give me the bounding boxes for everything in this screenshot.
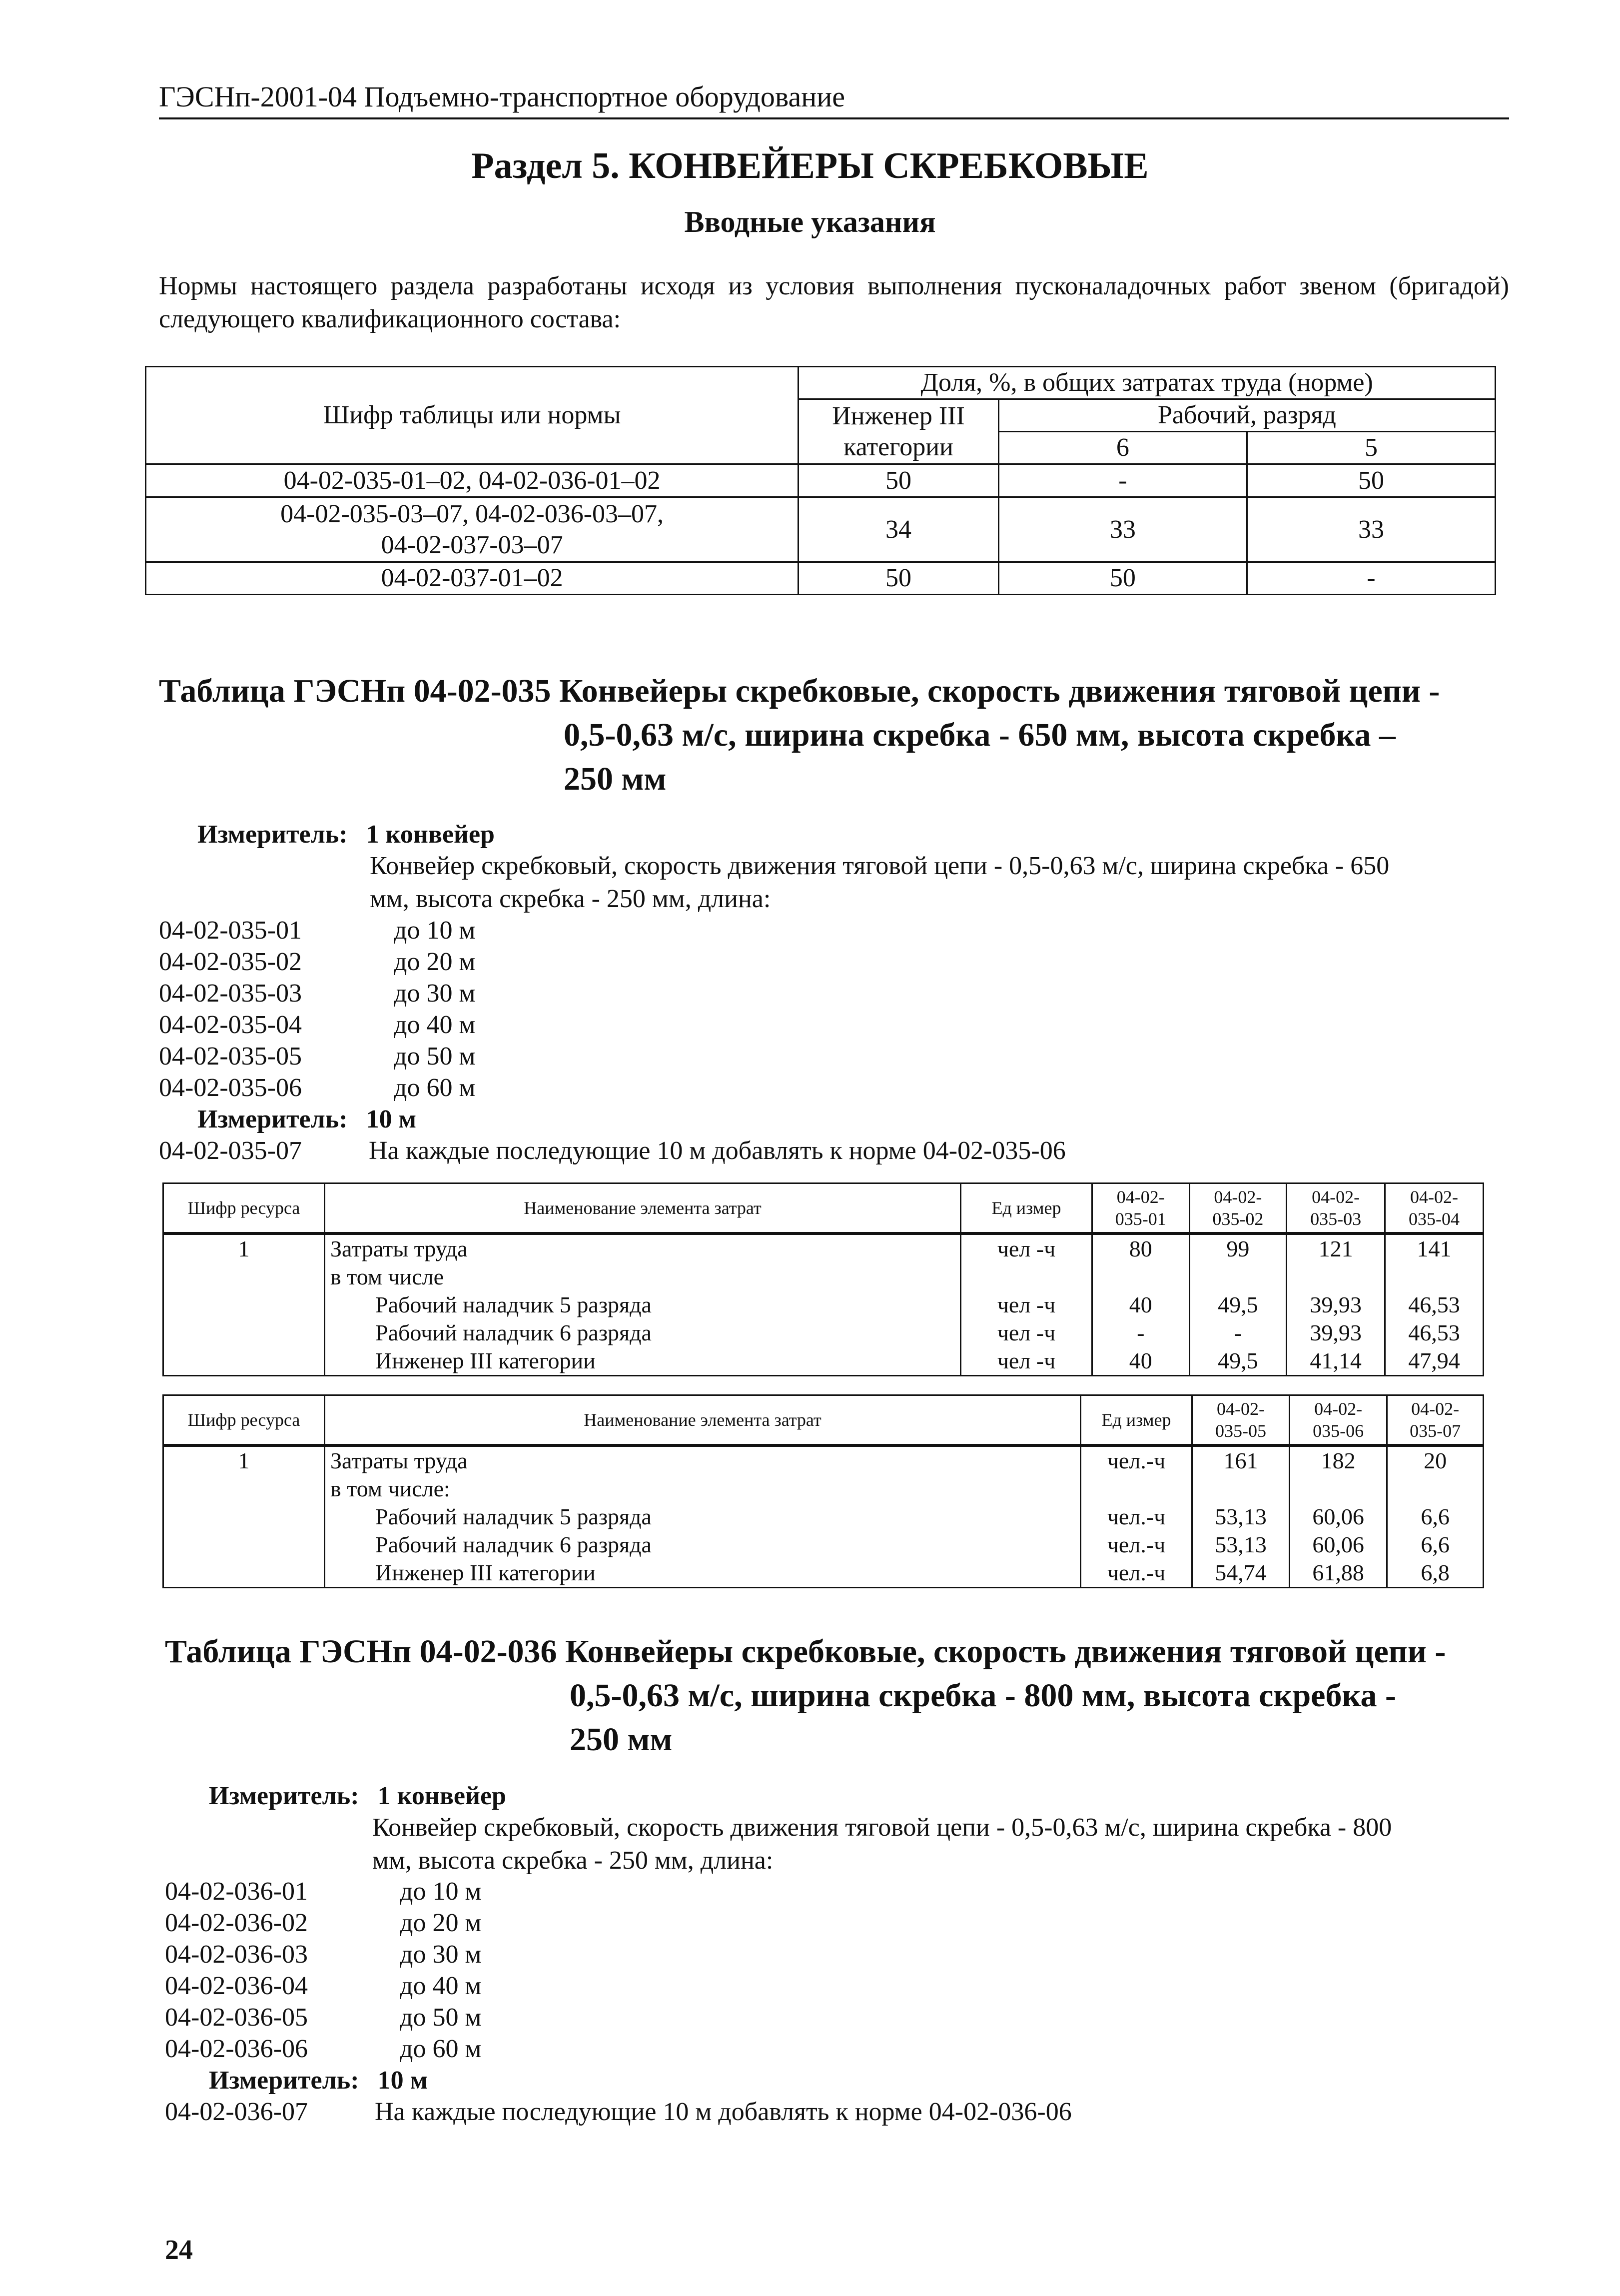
col-norm-line2: 035-04 [1409,1208,1460,1229]
cost-name: Инженер III категории [325,1559,1081,1588]
col-norm-line1: 04-02- [1312,1186,1360,1207]
section-title: Раздел 5. КОНВЕЙЕРЫ СКРЕБКОВЫЕ [471,145,1149,186]
meter-label: Измеритель: [209,2066,359,2095]
col-norm-line1: 04-02- [1116,1186,1165,1207]
cost-value: 60,06 [1290,1503,1387,1531]
cost-name: Рабочий наладчик 6 разряда [325,1531,1081,1559]
norm-code-row [165,1970,481,2002]
norm-code: 04-02-035-03 [159,979,302,1008]
table035-description-line1: Конвейер скребковый, скорость движения тяговой цепи - 0,5-0,63 м/с, ширина скребка - 650 [370,852,1390,880]
cost-unit: чел -ч [961,1319,1092,1347]
col-resource-code: Шифр ресурса [163,1395,325,1445]
cost-row [163,1233,1484,1263]
meter-label: Измеритель: [197,820,348,849]
table035-title-line2: 0,5-0,63 м/с, ширина скребка - 650 мм, высота скребка – [564,717,1396,753]
norm-code: 04-02-036-07 [165,2098,308,2126]
col-resource-code: Шифр ресурса [163,1183,325,1233]
crew-cell-g5: 33 [1247,497,1495,562]
col-norm [1189,1183,1287,1233]
norm-length: до 40 м [400,1972,482,2000]
norm-code-row [165,2033,481,2065]
extra-norm-row [165,2096,1072,2128]
meter-value: 10 м [366,1105,417,1134]
cost-value: 182 [1290,1445,1387,1475]
cost-value [1287,1263,1385,1291]
crew-cell-code-line2: 04-02-037-03–07 [381,530,563,559]
col-norm [1385,1183,1484,1233]
norm-length: до 30 м [400,1940,482,1969]
cost-value: 80 [1092,1233,1190,1263]
col-cost-name: Наименование элемента затрат [325,1183,961,1233]
norm-code-row [159,946,475,978]
norm-code-row [159,1009,475,1041]
norm-length: до 30 м [394,979,476,1008]
crew-col-share: Доля, %, в общих затратах труда (норме) [799,367,1496,399]
norm-code: 04-02-036-01 [165,1877,308,1906]
cost-value: 47,94 [1385,1347,1484,1376]
cost-value: 54,74 [1192,1559,1290,1588]
cost-unit: чел.-ч [1081,1531,1192,1559]
cost-value [1385,1263,1484,1291]
resource-code: 1 [163,1445,325,1588]
crew-cell-g5: 50 [1247,464,1495,497]
crew-col-code: Шифр таблицы или нормы [146,367,799,464]
cost-value: 141 [1385,1233,1484,1263]
crew-col-worker: Рабочий, разряд [998,399,1495,432]
cost-value: - [1189,1319,1287,1347]
cost-value: 49,5 [1189,1291,1287,1319]
col-norm [1287,1183,1385,1233]
col-norm-line1: 04-02- [1410,1186,1459,1207]
crew-row [146,497,1496,562]
col-norm-line2: 035-01 [1115,1208,1166,1229]
meter-value: 1 конвейер [377,1782,506,1810]
col-norm-line2: 035-06 [1313,1420,1364,1441]
col-norm [1192,1395,1290,1445]
cost-row [163,1263,1484,1291]
crew-table [145,366,1496,595]
cost-value: 121 [1287,1233,1385,1263]
crew-col-engineer-line2: категории [843,432,953,461]
crew-cell-g6: 50 [998,562,1247,595]
table035-description [370,850,1482,916]
cost-value: 6,8 [1387,1559,1484,1588]
cost-table-035-a [162,1182,1484,1376]
cost-unit: чел.-ч [1081,1503,1192,1531]
cost-value: 39,93 [1287,1291,1385,1319]
norm-code: 04-02-035-01 [159,916,302,945]
cost-value: 39,93 [1287,1319,1385,1347]
cost-value: 40 [1092,1347,1190,1376]
page-number: 24 [165,2235,193,2266]
col-norm-line1: 04-02- [1314,1398,1363,1419]
norm-length: до 50 м [394,1042,476,1071]
table036-description-line2: мм, высота скребка - 250 мм, длина: [372,1846,774,1875]
norm-length: до 10 м [394,916,476,945]
crew-row [146,464,1496,497]
cost-name: Рабочий наладчик 6 разряда [325,1319,961,1347]
cost-row [163,1503,1484,1531]
norm-code: 04-02-036-04 [165,1972,308,2000]
crew-cell-code: 04-02-035-01–02, 04-02-036-01–02 [146,464,799,497]
norm-code-row [159,978,475,1010]
table035-meter1 [197,819,495,851]
cost-value: 53,13 [1192,1531,1290,1559]
crew-col-engineer-line1: Инженер III [832,401,965,430]
intro-paragraph: Нормы настоящего раздела разработаны исходя из условия выполнения пусконаладочных работ звеном (бригадой) следующего квалификационного состава: [159,272,1509,333]
extra-norm-text: На каждые последующие 10 м добавлять к норме 04-02-035-06 [369,1137,1066,1165]
norm-code: 04-02-035-05 [159,1042,302,1071]
col-norm [1387,1395,1484,1445]
cost-row [163,1319,1484,1347]
col-norm [1290,1395,1387,1445]
cost-table-035-b [162,1394,1484,1588]
table035-title-line1: Таблица ГЭСНп 04-02-035 Конвейеры скребковые, скорость движения тяговой цепи - [159,673,1440,709]
norm-length: до 60 м [394,1074,476,1102]
table035-title-line3: 250 мм [564,761,667,797]
norm-code: 04-02-036-03 [165,1940,308,1969]
cost-value: 49,5 [1189,1347,1287,1376]
cost-value [1387,1475,1484,1503]
norm-code-row [159,1041,475,1073]
cost-value: 99 [1189,1233,1287,1263]
norm-code: 04-02-035-06 [159,1074,302,1102]
meter-value: 10 м [377,2066,428,2095]
cost-row [163,1475,1484,1503]
norm-length: до 20 м [394,948,476,976]
cost-name: Инженер III категории [325,1347,961,1376]
table036-title-line2: 0,5-0,63 м/с, ширина скребка - 800 мм, высота скребка - [570,1677,1396,1714]
cost-value: 46,53 [1385,1319,1484,1347]
col-norm-line1: 04-02- [1217,1398,1265,1419]
crew-cell-g5: - [1247,562,1495,595]
cost-unit: чел -ч [961,1291,1092,1319]
cost-name: в том числе [325,1263,961,1291]
cost-row [163,1559,1484,1588]
norm-code-row [165,1876,481,1908]
cost-value: 53,13 [1192,1503,1290,1531]
crew-cell-code [146,497,799,562]
cost-value: 40 [1092,1291,1190,1319]
norm-code: 04-02-036-06 [165,2035,308,2063]
norm-code: 04-02-036-02 [165,1909,308,1937]
resource-code: 1 [163,1233,325,1376]
extra-norm-text: На каждые последующие 10 м добавлять к норме 04-02-036-06 [375,2098,1072,2126]
cost-value: 61,88 [1290,1559,1387,1588]
cost-value: 6,6 [1387,1503,1484,1531]
table036-description [372,1811,1484,1877]
meter-value: 1 конвейер [366,820,495,849]
crew-cell-eng: 34 [799,497,999,562]
cost-value [1290,1475,1387,1503]
crew-cell-g6: - [998,464,1247,497]
cost-value: - [1092,1319,1190,1347]
cost-unit: чел.-ч [1081,1445,1192,1475]
norm-code: 04-02-035-07 [159,1137,302,1165]
cost-value: 46,53 [1385,1291,1484,1319]
cost-value: 6,6 [1387,1531,1484,1559]
norm-code: 04-02-035-04 [159,1011,302,1039]
col-norm-line2: 035-02 [1212,1208,1264,1229]
cost-value: 41,14 [1287,1347,1385,1376]
table036-meter1 [209,1780,506,1812]
norm-code-row [159,1072,475,1104]
norm-code-row [165,2002,481,2034]
crew-cell-code-line1: 04-02-035-03–07, 04-02-036-03–07, [280,499,664,528]
table036-description-line1: Конвейер скребковый, скорость движения тяговой цепи - 0,5-0,63 м/с, ширина скребка - 800 [372,1813,1392,1842]
cost-unit [961,1263,1092,1291]
col-cost-name: Наименование элемента затрат [325,1395,1081,1445]
cost-unit [1081,1475,1192,1503]
cost-name: Рабочий наладчик 5 разряда [325,1291,961,1319]
cost-unit: чел.-ч [1081,1559,1192,1588]
col-unit: Ед измер [961,1183,1092,1233]
norm-code-row [165,1907,481,1939]
cost-name: Затраты труда [325,1445,1081,1475]
extra-norm-row [159,1135,1066,1167]
col-norm-line2: 035-07 [1410,1420,1461,1441]
cost-name: Рабочий наладчик 5 разряда [325,1503,1081,1531]
cost-value: 161 [1192,1445,1290,1475]
crew-cell-eng: 50 [799,562,999,595]
meter-label: Измеритель: [197,1105,348,1134]
cost-row [163,1531,1484,1559]
norm-length: до 60 м [400,2035,482,2063]
crew-cell-code: 04-02-037-01–02 [146,562,799,595]
norm-length: до 50 м [400,2003,482,2032]
table035-meter2 [197,1104,416,1136]
norm-code: 04-02-036-05 [165,2003,308,2032]
col-norm-line2: 035-03 [1310,1208,1362,1229]
crew-col-grade6: 6 [998,432,1247,464]
col-norm [1092,1183,1190,1233]
col-norm-line2: 035-05 [1215,1420,1267,1441]
cost-value: 60,06 [1290,1531,1387,1559]
crew-col-grade5: 5 [1247,432,1495,464]
table035-description-line2: мм, высота скребка - 250 мм, длина: [370,885,771,913]
crew-cell-eng: 50 [799,464,999,497]
table036-title-line1: Таблица ГЭСНп 04-02-036 Конвейеры скребковые, скорость движения тяговой цепи - [165,1633,1446,1670]
running-header: ГЭСНп-2001-04 Подъемно-транспортное оборудование [159,80,1509,119]
crew-col-engineer [799,399,999,464]
norm-code-row [165,1939,481,1971]
cost-row [163,1445,1484,1475]
cost-row [163,1291,1484,1319]
table036-title-line3: 250 мм [570,1721,673,1758]
cost-value [1192,1475,1290,1503]
cost-unit: чел -ч [961,1347,1092,1376]
cost-row [163,1347,1484,1376]
intro-title: Вводные указания [684,205,936,238]
norm-code-row [159,915,475,947]
norm-length: до 10 м [400,1877,482,1906]
table036-meter2 [209,2065,428,2097]
cost-value [1092,1263,1190,1291]
cost-unit: чел -ч [961,1233,1092,1263]
norm-length: до 20 м [400,1909,482,1937]
norm-code: 04-02-035-02 [159,948,302,976]
cost-value: 20 [1387,1445,1484,1475]
cost-name: в том числе: [325,1475,1081,1503]
cost-name: Затраты труда [325,1233,961,1263]
meter-label: Измеритель: [209,1782,359,1810]
crew-cell-g6: 33 [998,497,1247,562]
col-norm-line1: 04-02- [1214,1186,1262,1207]
cost-value [1189,1263,1287,1291]
col-unit: Ед измер [1081,1395,1192,1445]
col-norm-line1: 04-02- [1411,1398,1460,1419]
norm-length: до 40 м [394,1011,476,1039]
crew-row [146,562,1496,595]
